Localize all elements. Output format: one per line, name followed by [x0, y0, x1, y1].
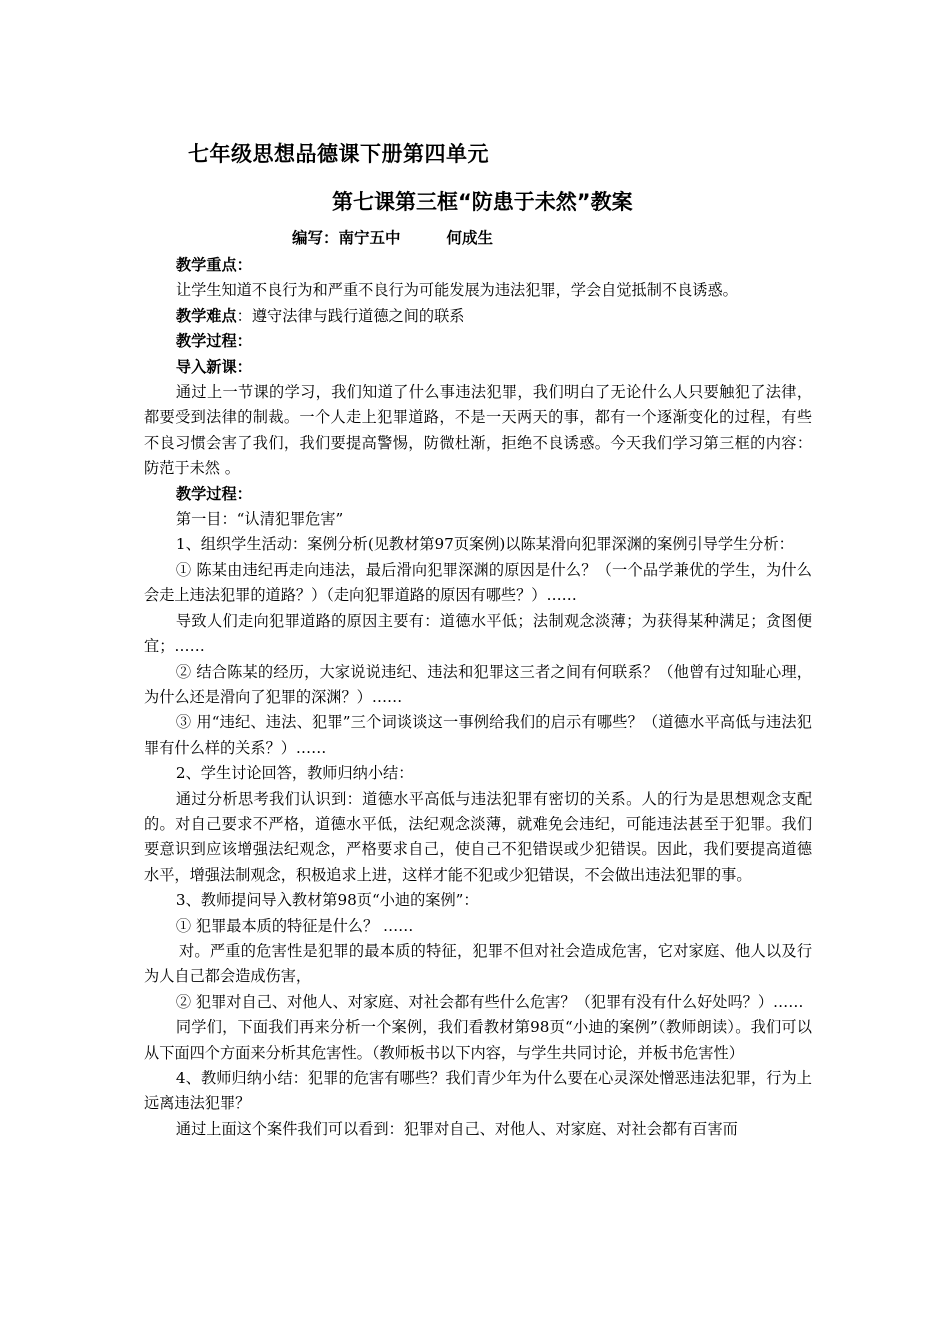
intro-colon: ： [236, 357, 252, 376]
intro-heading: 导入新课 [175, 357, 237, 376]
paragraph-9: 3、教师提问导入教材第98页“小迪的案例”： [175, 891, 479, 910]
difficulty-heading: 教学难点 [175, 306, 237, 325]
paragraph-11: 对。严重的危害性是犯罪的最本质的特征，犯罪不但对社会造成危害，它对家庭、他人以及行为人自己都会造成伤害， [144, 941, 812, 986]
focus-heading-line [144, 253, 812, 278]
paragraph-6: ③ 用“违纪、违法、犯罪”三个词谈谈这一事例给我们的启示有哪些？（道德水平高低与违法犯罪有什么样的关系？）…… [144, 713, 812, 757]
lesson-title: 第七课第三框“防患于未然”教案 [332, 190, 633, 214]
paragraph-8: 通过分析思考我们认识到：道德水平高低与违法犯罪有密切的关系。人的行为是思想观念支配的。对自己要求不严格，道德水平低，法纪观念淡薄，就难免会违纪，可能违法甚至于犯罪。我们要意识到应该增强法纪观念，严格要求自己，使自己不犯错误或少犯错误。因此，我们要提高道德水平，增强法制观念，积极追求上进，这样才能不犯或少犯错误，不会做出违法犯罪的事。 [144, 789, 812, 884]
paragraph-12: ② 犯罪对自己、对他人、对家庭、对社会都有些什么危害？（犯罪有没有什么好处吗？）…… [175, 992, 804, 1011]
lesson-body [144, 253, 812, 1142]
process-heading-1: 教学过程： [175, 332, 252, 351]
intro-text: 通过上一节课的学习，我们知道了什么事违法犯罪，我们明白了无论什么人只要触犯了法律，都要受到法律的制裁。一个人走上犯罪道路，不是一天两天的事，都有一个逐渐变化的过程，有些不良习惯会害了我们，我们要提高警惕，防微杜渐，拒绝不良诱惑。今天我们学习第三框的内容：防范于未然 。 [144, 383, 812, 478]
paragraph-10: ① 犯罪最本质的特征是什么？ …… [175, 916, 414, 935]
paragraph-7: 2、学生讨论回答，教师归纳小结： [175, 764, 414, 783]
author-line [292, 226, 493, 248]
paragraph-13: 同学们，下面我们再来分析一个案例，我们看教材第98页“小迪的案例”（教师朗读）。我们可以从下面四个方面来分析其危害性。（教师板书以下内容，与学生共同讨论，并板书危害性） [144, 1018, 812, 1062]
difficulty-line [144, 304, 812, 329]
paragraph-1: 第一目：“认清犯罪危害” [175, 510, 344, 529]
focus-colon: ： [236, 256, 252, 274]
focus-text: 让学生知道不良行为和严重不良行为可能发展为违法犯罪，学会自觉抵制不良诱惑。 [175, 281, 738, 300]
unit-title: 七年级思想品德课下册第四单元 [188, 142, 489, 166]
paragraph-5: ② 结合陈某的经历，大家说说违纪、违法和犯罪这三者之间有何联系？（他曾有过知耻心理，为什么还是滑向了犯罪的深渊？）…… [144, 662, 812, 706]
paragraph-15: 通过上面这个案件我们可以看到：犯罪对自己、对他人、对家庭、对社会都有百害而 [175, 1119, 738, 1138]
paragraph-2: 1、组织学生活动：案例分析(见教材第97页案例)以陈某滑向犯罪深渊的案例引导学生分析： [175, 535, 794, 554]
paragraph-4: 导致人们走向犯罪道路的原因主要有：道德水平低；法制观念淡薄；为获得某种满足；贪图便宜；…… [144, 611, 812, 656]
author-name: 何成生 [446, 229, 494, 247]
paragraph-14: 4、教师归纳小结：犯罪的危害有哪些？我们青少年为什么要在心灵深处憎恶违法犯罪，行为上远离违法犯罪？ [144, 1069, 812, 1113]
process-heading-2: 教学过程： [175, 484, 252, 503]
paragraph-3: ① 陈某由违纪再走向违法，最后滑向犯罪深渊的原因是什么？（一个品学兼优的学生，为什么会走上违法犯罪的道路？）（走向犯罪道路的原因有哪些？）…… [144, 560, 812, 605]
difficulty-text: ：遵守法律与践行道德之间的联系 [236, 306, 465, 325]
author-label: 编写：南宁五中 [292, 229, 401, 247]
focus-heading: 教学重点 [175, 256, 237, 274]
intro-heading-line [144, 355, 812, 380]
